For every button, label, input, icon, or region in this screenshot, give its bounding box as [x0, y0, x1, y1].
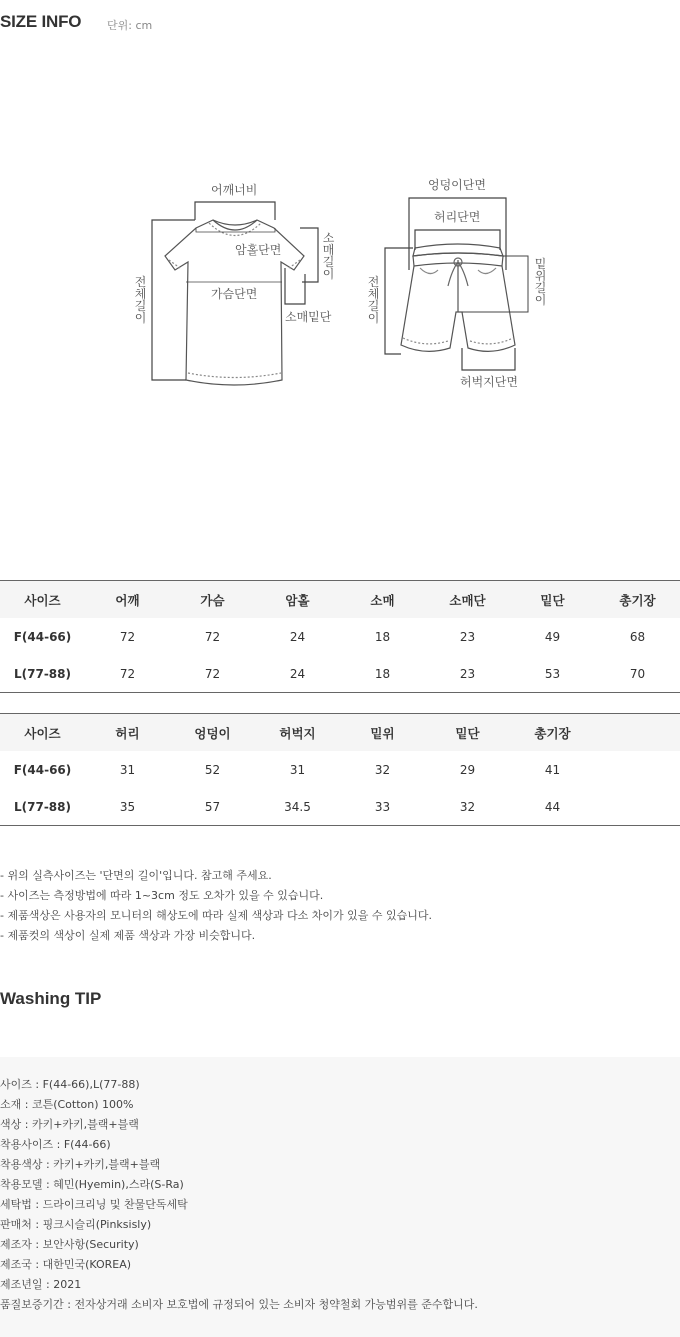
table-cell: 24 [289, 666, 306, 681]
info-line: 판매처 : 핑크시슬리(Pinksisly) [0, 1218, 152, 1231]
label-sleeve-length: 소매길이 [322, 231, 335, 281]
table-cell: 44 [544, 799, 561, 814]
table-header: 허벅지 [279, 725, 316, 741]
size-info-header [0, 12, 680, 36]
unit-label: 단위: cm [107, 19, 153, 32]
label-top-total-length: 전체길이 [134, 275, 147, 325]
table-cell: 32 [459, 799, 476, 814]
table-cell: 72 [204, 666, 221, 681]
table-header: 총기장 [534, 725, 571, 741]
table-header: 총기장 [619, 592, 656, 608]
table-row [0, 618, 680, 655]
label-waist: 허리단면 [434, 210, 481, 224]
label-hip: 엉덩이단면 [428, 178, 486, 192]
table-header: 허리 [115, 725, 140, 741]
note-line: - 제품컷의 색상이 실제 제품 색상과 가장 비슷합니다. [0, 929, 256, 942]
info-line: 색상 : 카키+카키,블랙+블랙 [0, 1118, 139, 1131]
table-header: 가슴 [200, 592, 225, 608]
table-cell: F(44-66) [13, 762, 72, 777]
table-cell: 35 [119, 799, 136, 814]
label-thigh: 허벅지단면 [460, 375, 518, 389]
table-cell: 24 [289, 629, 306, 644]
size-notes [0, 866, 432, 946]
table-header: 어깨 [115, 592, 140, 608]
info-line: 제조국 : 대한민국(KOREA) [0, 1258, 132, 1271]
page-title: SIZE INFO [0, 12, 82, 31]
table-cell: 18 [374, 666, 391, 681]
table-cell: 31 [289, 762, 306, 777]
label-chest: 가슴단면 [211, 287, 258, 301]
table-header-row [0, 581, 680, 619]
washing-tip-title: Washing TIP [0, 989, 102, 1008]
bottom-size-table [0, 713, 680, 826]
table-cell: 72 [119, 666, 136, 681]
label-rise: 밑위길이 [534, 257, 547, 307]
info-line: 착용사이즈 : F(44-66) [0, 1138, 111, 1151]
info-line: 제조자 : 보안사항(Security) [0, 1238, 139, 1251]
table-cell: 18 [374, 629, 391, 644]
label-bottom-total-length: 전체길이 [367, 275, 380, 325]
table-cell: 57 [204, 799, 221, 814]
info-line: 착용모델 : 혜민(Hyemin),스라(S-Ra) [0, 1178, 184, 1191]
label-sleeve-hem: 소매밑단 [285, 310, 332, 324]
info-line: 착용색상 : 카키+카키,블랙+블랙 [0, 1158, 161, 1171]
label-shoulder: 어깨너비 [211, 183, 258, 197]
table-cell: 49 [544, 629, 561, 644]
table-header: 소매 [370, 592, 395, 608]
label-armhole: 암홀단면 [235, 243, 282, 257]
info-line: 품질보증기간 : 전자상거래 소비자 보호법에 규정되어 있는 소비자 청약철회 가능범위를 준수합니다. [0, 1298, 478, 1311]
table-cell-empty [595, 788, 680, 826]
table-cell: L(77-88) [14, 666, 71, 681]
table-cell: 41 [544, 762, 561, 777]
table-header: 엉덩이 [194, 725, 231, 741]
table-header: 밑단 [455, 725, 480, 741]
table-header-row [0, 714, 680, 752]
table-cell: 52 [204, 762, 221, 777]
table-cell: 70 [629, 666, 646, 681]
table-cell: L(77-88) [14, 799, 71, 814]
table-cell: 68 [629, 629, 646, 644]
info-line: 제조년일 : 2021 [0, 1278, 82, 1291]
table-row [0, 655, 680, 693]
table-cell: 53 [544, 666, 561, 681]
table-cell: 31 [119, 762, 136, 777]
table-cell: 23 [459, 629, 476, 644]
table-header: 소매단 [449, 592, 486, 608]
product-info-panel [0, 1057, 680, 1337]
table-header: 암홀 [285, 592, 310, 608]
table-header: 사이즈 [24, 725, 61, 741]
info-line: 사이즈 : F(44-66),L(77-88) [0, 1078, 140, 1091]
table-cell: 29 [459, 762, 476, 777]
info-line: 세탁법 : 드라이크리닝 및 찬물단독세탁 [0, 1198, 188, 1211]
note-line: - 사이즈는 측정방법에 따라 1~3cm 정도 오차가 있을 수 있습니다. [0, 889, 324, 902]
note-line: - 제품색상은 사용자의 모니터의 해상도에 따라 실제 색상과 다소 차이가 있을 수 있습니다. [0, 909, 432, 922]
table-cell: 72 [204, 629, 221, 644]
table-header-empty [595, 714, 680, 752]
table-row [0, 751, 680, 788]
table-row [0, 788, 680, 826]
table-cell: 23 [459, 666, 476, 681]
info-line: 소재 : 코튼(Cotton) 100% [0, 1098, 134, 1111]
garment-illustration [0, 170, 680, 400]
table-cell: 72 [119, 629, 136, 644]
table-cell: F(44-66) [13, 629, 72, 644]
table-cell-empty [595, 751, 680, 788]
table-cell: 33 [374, 799, 391, 814]
note-line: - 위의 실측사이즈는 '단면의 길이'입니다. 참고해 주세요. [0, 869, 272, 882]
size-diagram [0, 170, 680, 400]
table-cell: 32 [374, 762, 391, 777]
table-header: 사이즈 [24, 592, 61, 608]
table-header: 밑위 [370, 725, 395, 741]
top-size-table [0, 580, 680, 693]
table-cell: 34.5 [284, 799, 311, 814]
table-header: 밑단 [540, 592, 565, 608]
